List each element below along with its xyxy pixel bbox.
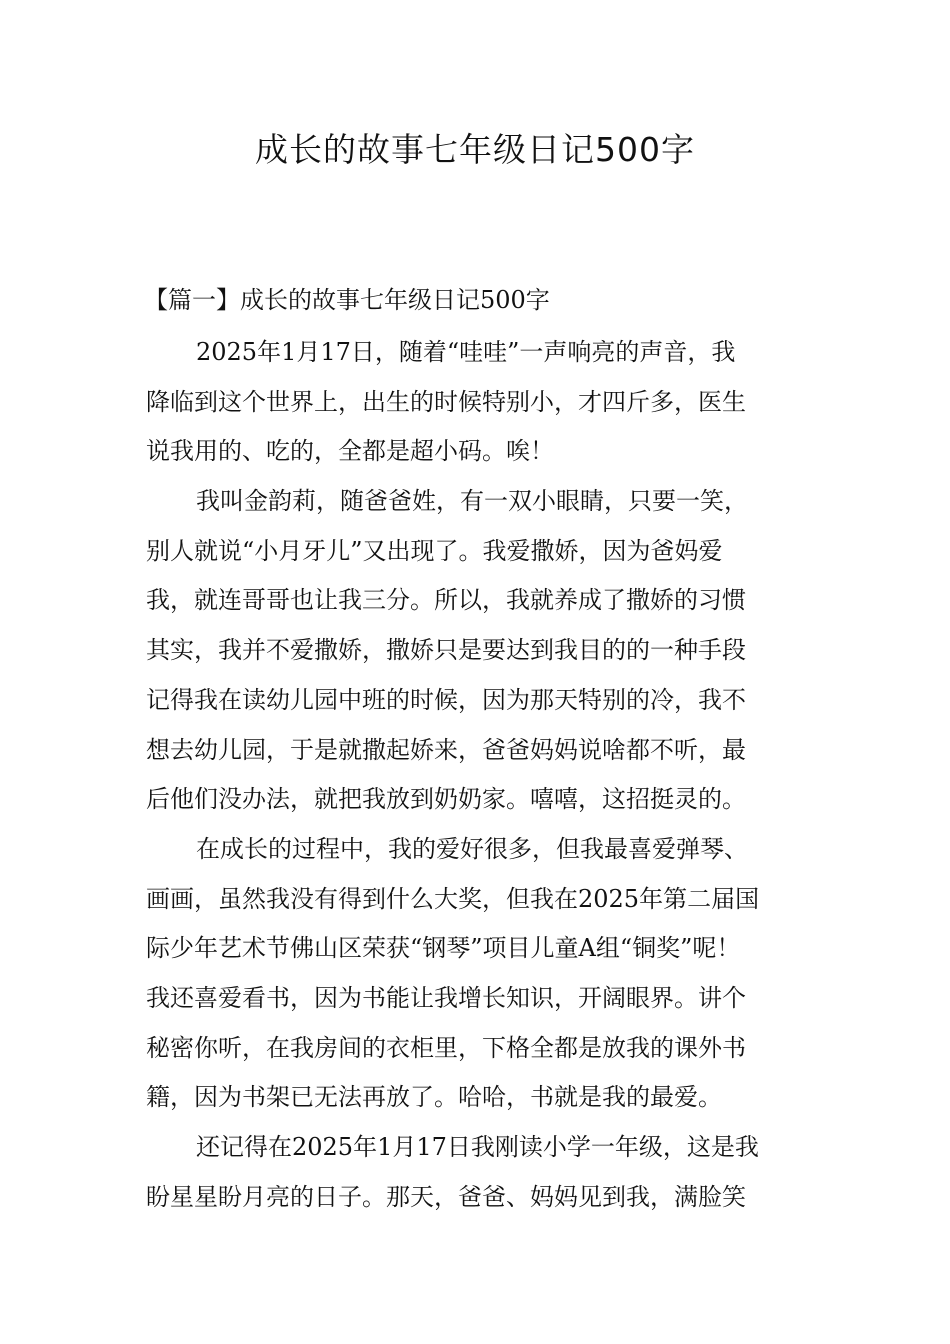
body-line: 在成长的过程中，我的爱好很多，但我最喜爱弹琴、 — [196, 834, 748, 863]
body-line: 我，就连哥哥也让我三分。所以，我就养成了撒娇的习惯 — [146, 586, 746, 615]
body-line: 想去幼儿园，于是就撒起娇来，爸爸妈妈说啥都不听，最 — [146, 735, 746, 764]
body-line: 其实，我并不爱撒娇，撒娇只是要达到我目的的一种手段 — [146, 636, 746, 665]
body-line: 秘密你听，在我房间的衣柜里，下格全都是放我的课外书 — [146, 1033, 746, 1062]
body-line: 降临到这个世界上，出生的时候特别小，才四斤多，医生 — [146, 387, 746, 416]
body-line: 说我用的、吃的，全都是超小码。唉！ — [146, 437, 554, 466]
body-line: 我叫金韵莉，随爸爸姓，有一双小眼睛，只要一笑， — [196, 487, 748, 516]
body-line: 还记得在2025年1月17日我刚读小学一年级，这是我 — [196, 1133, 759, 1161]
body-line: 画画，虽然我没有得到什么大奖，但我在2025年第二届国 — [146, 884, 760, 913]
body-line: 2025年1月17日，随着“哇哇”一声响亮的声音，我 — [196, 338, 736, 366]
document-title: 成长的故事七年级日记500字 — [255, 130, 695, 169]
body-line: 际少年艺术节佛山区荣获“钢琴”项目儿童A组“铜奖”呢！ — [146, 934, 741, 963]
body-line: 盼星星盼月亮的日子。那天，爸爸、妈妈见到我，满脸笑 — [146, 1182, 746, 1211]
body-line: 别人就说“小月牙儿”又出现了。我爱撒娇，因为爸妈爱 — [146, 536, 723, 565]
body-line: 后他们没办法，就把我放到奶奶家。嘻嘻，这招挺灵的。 — [146, 785, 746, 814]
document-body — [146, 328, 826, 1222]
section-heading: 【篇一】成长的故事七年级日记500字 — [144, 286, 550, 314]
body-line: 籍，因为书架已无法再放了。哈哈，书就是我的最爱。 — [146, 1083, 722, 1112]
body-line: 记得我在读幼儿园中班的时候，因为那天特别的冷，我不 — [146, 685, 746, 714]
body-line: 我还喜爱看书，因为书能让我增长知识，开阔眼界。讲个 — [146, 983, 746, 1012]
